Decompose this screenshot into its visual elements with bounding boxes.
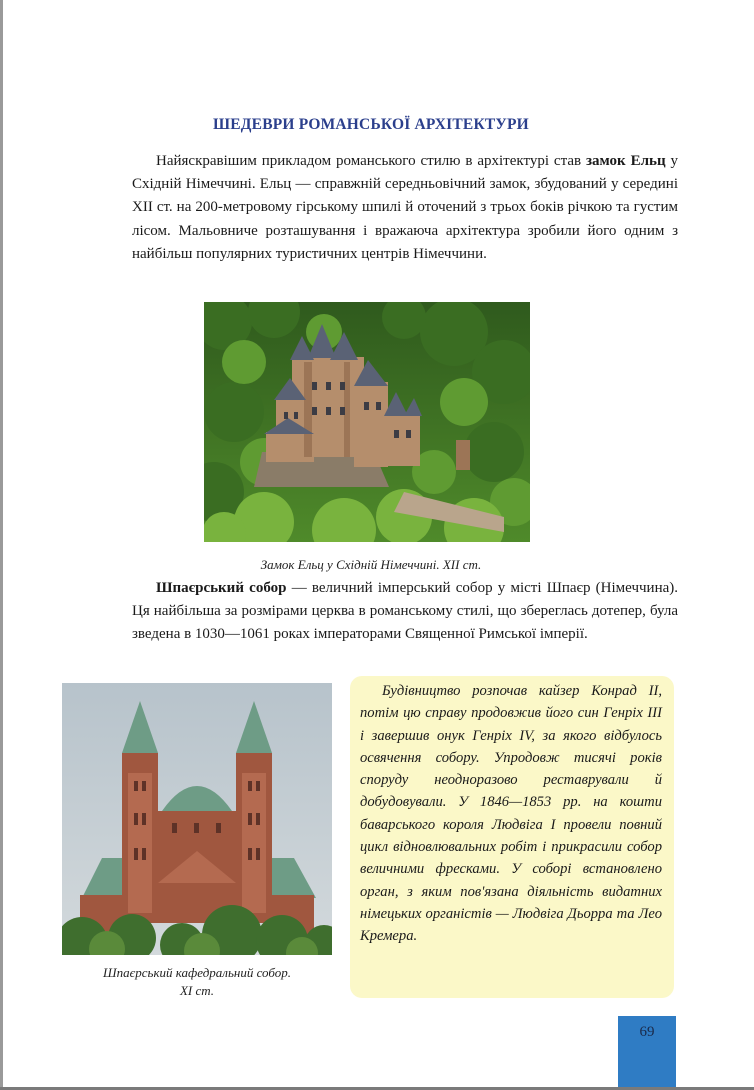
speyer-caption-line1: Шпаєрський кафедральний собор. [103, 965, 291, 980]
speyer-cathedral-caption [62, 964, 332, 1000]
eltz-castle-photo [204, 302, 530, 542]
speyer-cathedral-term: Шпаєрський собор [156, 580, 287, 596]
page-number: 69 [639, 1024, 655, 1040]
eltz-castle-caption: Замок Ельц у Східній Німеччині. XII ст. [260, 557, 482, 572]
page-left-rule [0, 0, 3, 1090]
paragraph-eltz-intro: Найяскравішим прикладом романського стилю в архітектурі став [156, 153, 582, 169]
eltz-castle-term: замок Ельц [585, 153, 666, 169]
speyer-cathedral-photo [62, 683, 332, 955]
paragraph-speyer [132, 577, 678, 647]
paragraph-speyer-rest: — величний імперський собор у місті Шпаєр (Німеччина). Ця найбільша за розмірами церква в романському стилі, що збереглась дотепер, була зведена в 1030—1061 роках імператорами Священної Римської імперії. [132, 580, 678, 643]
section-title: ШЕДЕВРИ РОМАНСЬКОЇ АРХІТЕКТУРИ [213, 116, 529, 133]
speyer-caption-line2: XI ст. [179, 983, 215, 998]
speyer-history-note [350, 676, 674, 998]
note-text: Будівництво розпочав кайзер Конрад II, потім цю справу продовжив його син Генріх III і завершив онук Генріх IV, за якого відбулось освячення собору. Упродовж тисячі років споруду неодноразово реставрували й добудовували. У 1846—1853 рр. на кошти баварського короля Людвіга I провели повний цикл відновлювальних робіт і прикрасили собор величними фресками. У соборі встановлено орган, з яким пов'язана діяльність видатних німецьких органістів — Людвіга Дьорра та Лео Кремера. [360, 683, 662, 945]
paragraph-eltz-rest: у Східній Німеччині. Ельц — справжній середньовічний замок, збудований у середині XII ст. на 200-метровому гірському шпилі й оточений з трьох боків річкою та густим лісом. Мальовниче розташування і вражаюча архітектура зробили його одним з найбільш популярних туристичних центрів Німеччини. [132, 153, 679, 262]
paragraph-eltz [132, 150, 678, 266]
